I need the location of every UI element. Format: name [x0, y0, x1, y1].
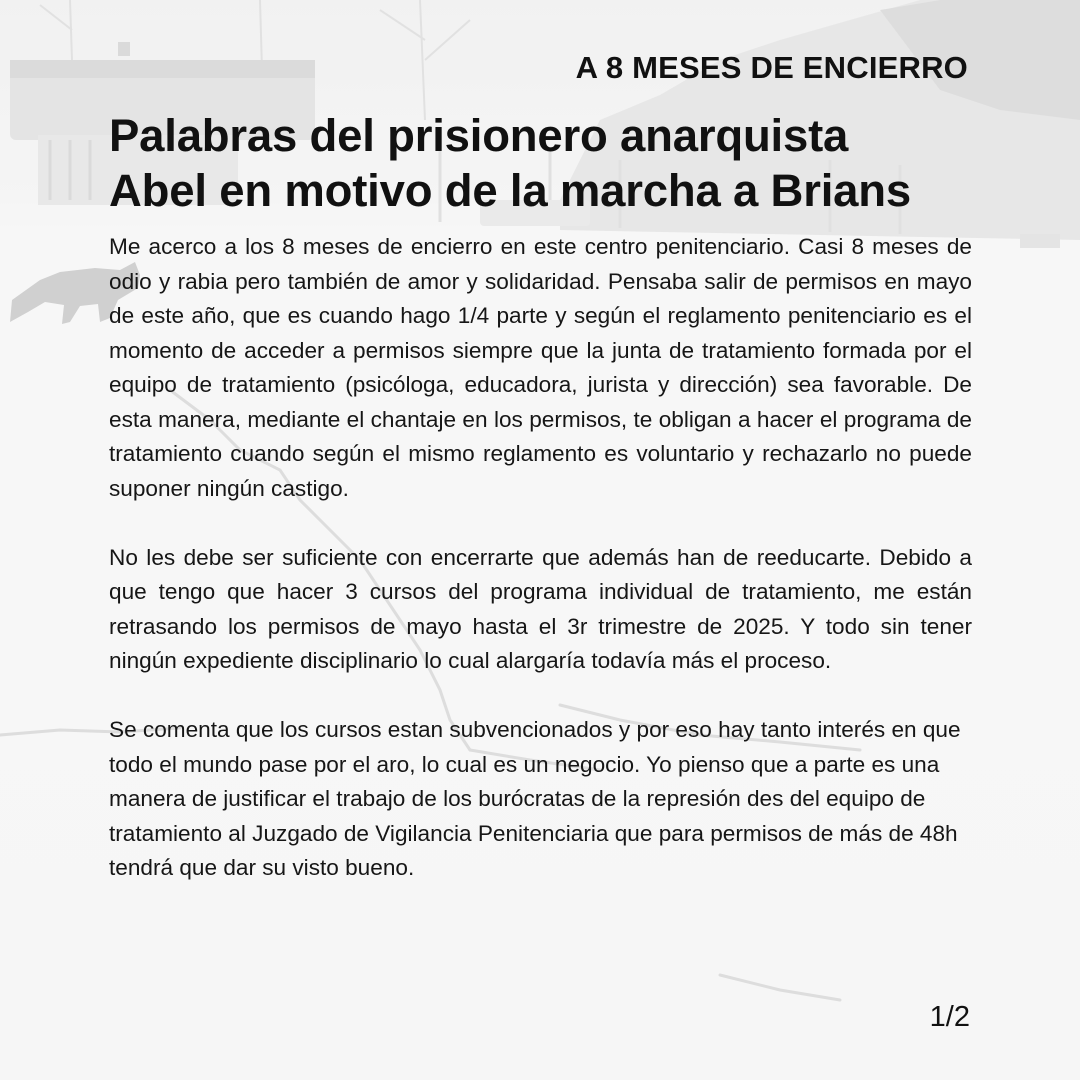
paragraph-2: No les debe ser suficiente con encerrarte que además han de reeducarte. Debido a que tengo que hacer 3 cursos del programa individual de tratamiento, me están retrasando los permisos de mayo hasta el 3r trimestre de 2025. Y todo sin tener ningún expediente disciplinario lo cual alargaría todavía más el proceso.: [109, 544, 972, 673]
kicker-heading: A 8 MESES DE ENCIERRO: [575, 50, 968, 85]
page-title: [109, 108, 989, 218]
body-text: [109, 230, 972, 920]
title-line-2: Abel en motivo de la marcha a Brians: [109, 165, 911, 216]
page-number: 1/2: [929, 1001, 970, 1033]
title-line-1: Palabras del prisionero anarquista: [109, 110, 849, 161]
paragraph-1: Me acerco a los 8 meses de encierro en este centro penitenciario. Casi 8 meses de odio y rabia pero también de amor y solidaridad. Pensaba salir de permisos en mayo de este año, que es cuando hago 1/4 parte y según el reglamento penitenciario es el momento de acceder a permisos siempre que la junta de tratamiento formada por el equipo de tratamiento (psicóloga, educadora, jurista y dirección) sea favorable. De esta manera, mediante el chantaje en los permisos, te obligan a hacer el programa de tratamiento cuando según el mismo reglamento es voluntario y rechazarlo no puede suponer ningún castigo.: [109, 234, 972, 501]
paragraph-3: Se comenta que los cursos estan subvencionados y por eso hay tanto interés en que todo el mundo pase por el aro, lo cual es un negocio. Yo pienso que a parte es una manera de justificar el trabajo de los burócratas de la represión des del equipo de tratamiento al Juzgado de Vigilancia Penitenciaria que para permisos de más de 48h tendrá que dar su visto bueno.: [109, 717, 961, 880]
